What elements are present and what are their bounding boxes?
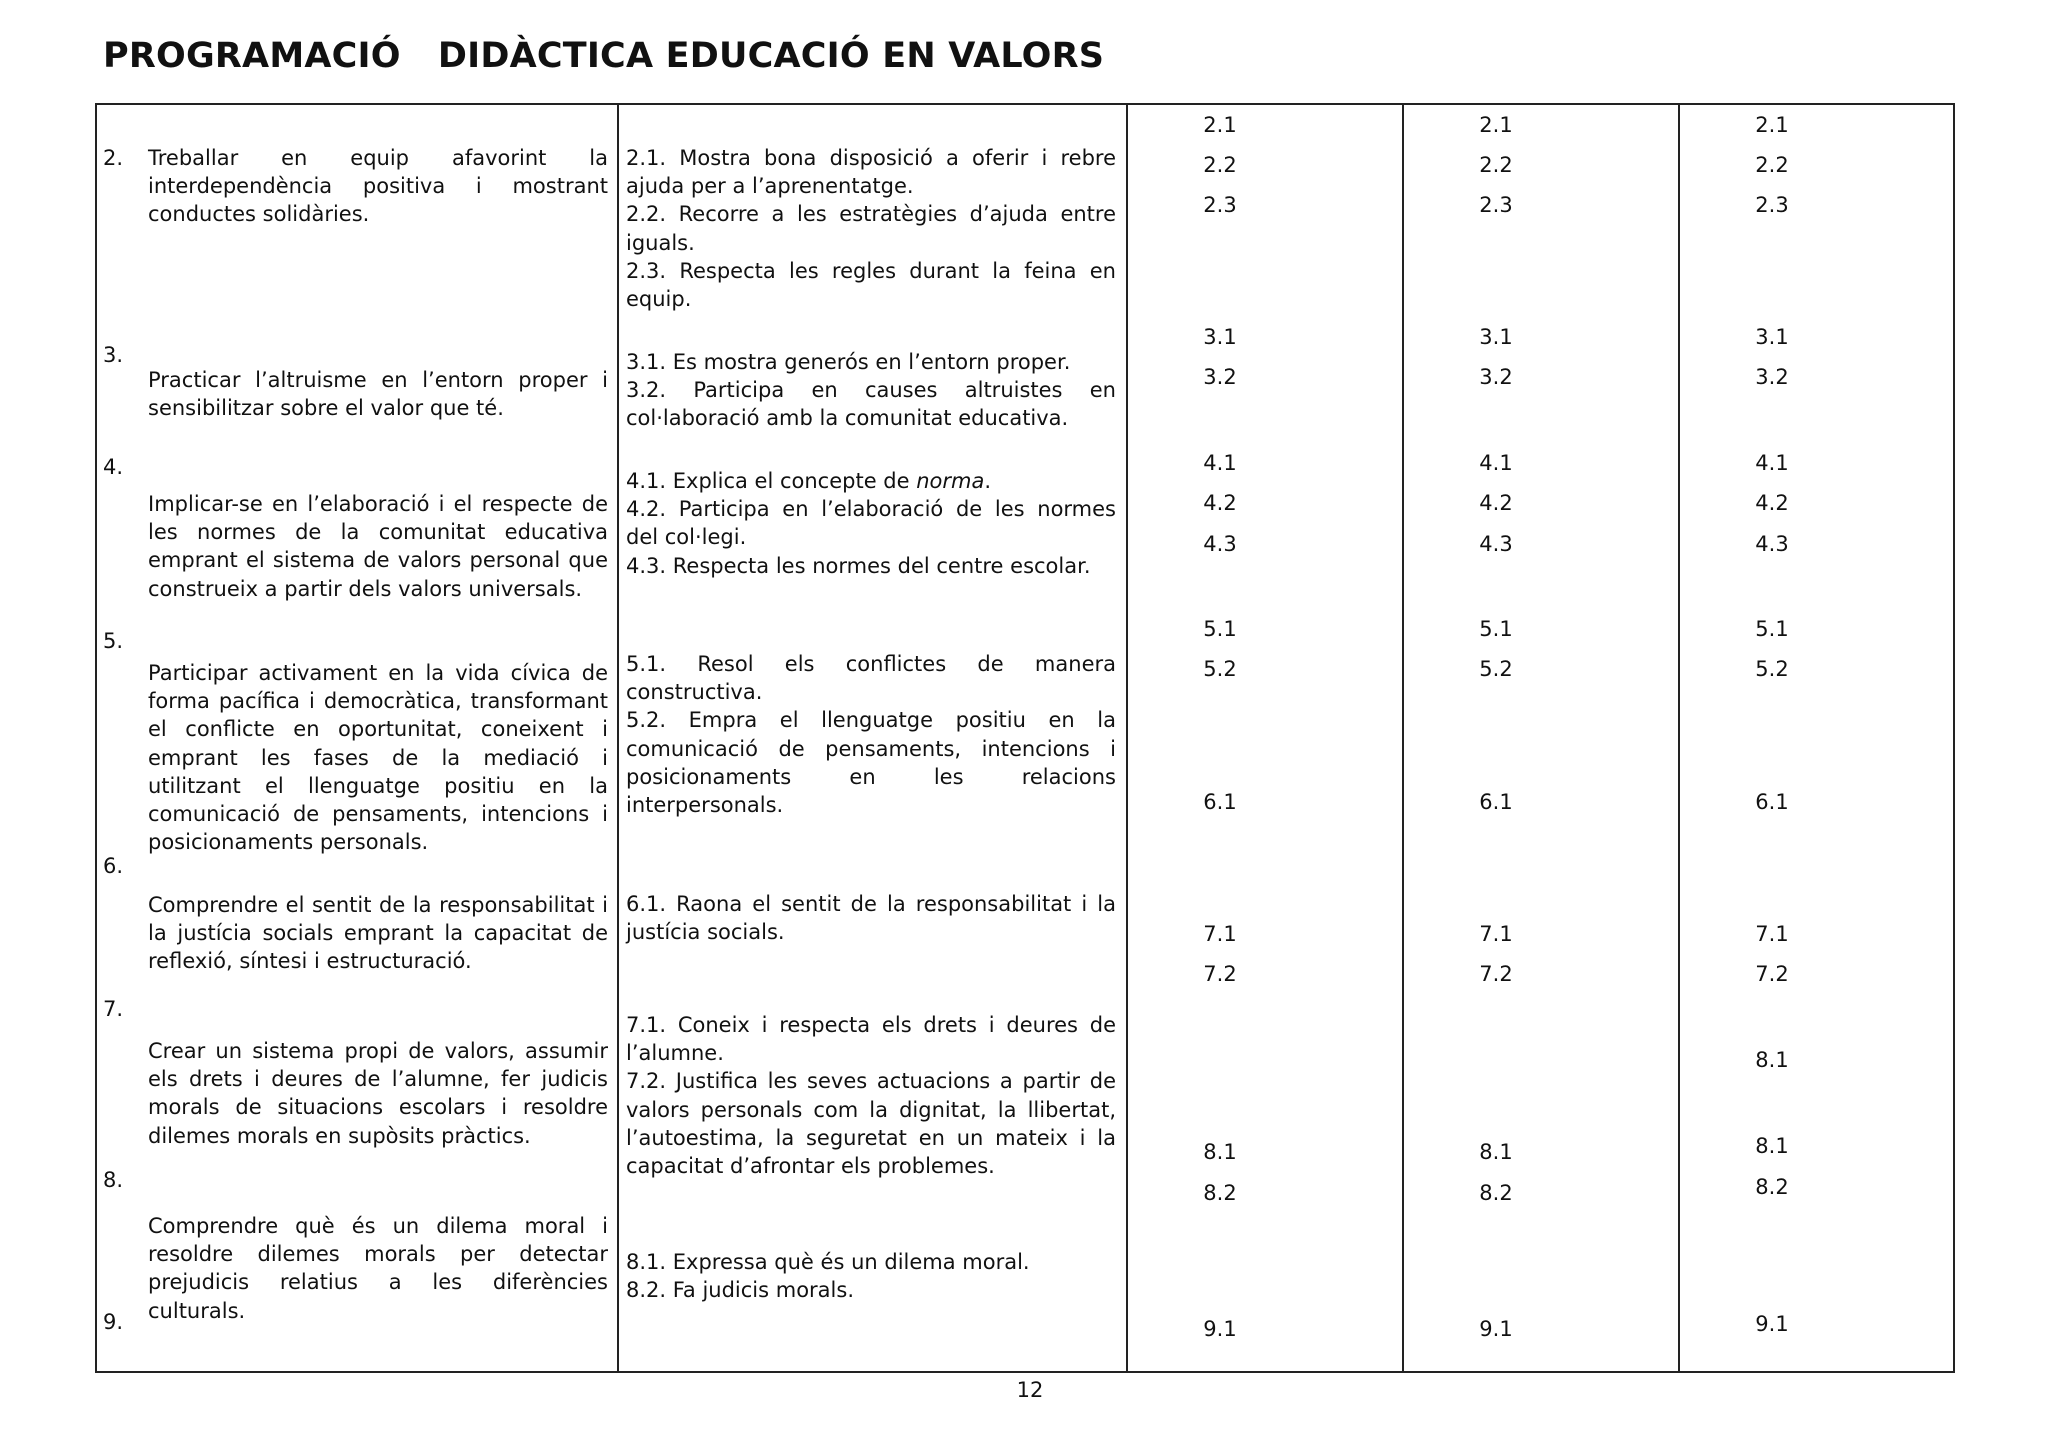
assessment-code: 7.2 [1203, 962, 1237, 986]
criterion: 3.1. Es mostra generós en l’entorn proper. [626, 350, 1071, 374]
assessment-code: 7.1 [1203, 922, 1237, 946]
objective-number: 7. [103, 997, 124, 1021]
criterion: 6.1. Raona el sentit de la responsabilitat i la justícia socials. [626, 892, 1116, 945]
page-number: 12 [1016, 1378, 1044, 1402]
objective-number: 5. [103, 629, 124, 653]
assessment-code: 7.1 [1479, 922, 1513, 946]
assessment-code: 9.1 [1203, 1317, 1237, 1341]
objective-number: 6. [103, 854, 124, 878]
assessment-code: 8.2 [1203, 1181, 1237, 1205]
assessment-code: 3.2 [1755, 365, 1789, 389]
objective-text: Crear un sistema propi de valors, assumir els drets i deures de l’alumne, fer judicis morals de situacions escolars i resoldre dilemes morals en supòsits pràctics. [148, 1039, 608, 1148]
assessment-code: 4.3 [1479, 532, 1513, 556]
assessment-code: 3.1 [1755, 325, 1789, 349]
column-divider [1126, 105, 1128, 1371]
assessment-code: 3.1 [1203, 325, 1237, 349]
objective-number: 4. [103, 455, 124, 479]
objective-number: 2. [103, 146, 124, 170]
criteria-block [626, 650, 1116, 819]
assessment-code: 4.1 [1479, 451, 1513, 475]
criterion-text: . [984, 469, 992, 493]
assessment-code: 8.1 [1755, 1048, 1789, 1072]
assessment-code: 2.1 [1755, 113, 1789, 137]
objective-text: Participar activament en la vida cívica de forma pacífica i democràtica, transformant el conflicte en oportunitat, coneixent i emprant les fases de la mediació i utilitzant el llenguatge positiu en la comunicació de pensaments, intencions i posicionaments personals. [148, 661, 608, 855]
assessment-code: 8.1 [1203, 1140, 1237, 1164]
assessment-code: 6.1 [1203, 790, 1237, 814]
objective-text: Comprendre el sentit de la responsabilitat i la justícia socials emprant la capacitat de reflexió, síntesi i estructuració. [148, 893, 608, 974]
assessment-code: 4.2 [1755, 491, 1789, 515]
objective-text: Practicar l’altruisme en l’entorn proper i sensibilitzar sobre el valor que té. [148, 368, 608, 421]
criteria-block [626, 890, 1116, 946]
assessment-code: 2.3 [1755, 193, 1789, 217]
assessment-code: 4.3 [1203, 532, 1237, 556]
assessment-code: 2.2 [1479, 153, 1513, 177]
objective-text: Comprendre què és un dilema moral i resoldre dilemes morals per detectar prejudicis relatius a les diferències culturals. [148, 1214, 608, 1323]
criterion: 4.3. Respecta les normes del centre escolar. [626, 553, 1091, 578]
column-divider [1402, 105, 1404, 1371]
assessment-code: 7.2 [1479, 962, 1513, 986]
criterion: 2.1. Mostra bona disposició a oferir i rebre ajuda per a l’aprenentatge. [626, 146, 1116, 199]
assessment-code: 4.2 [1203, 491, 1237, 515]
criterion: 8.1. Expressa què és un dilema moral. [626, 1250, 1030, 1274]
criterion: 5.2. Empra el llenguatge positiu en la comunicació de pensaments, intencions i posicionaments en les relacions interpersonals. [626, 708, 1116, 818]
assessment-code: 8.2 [1755, 1175, 1789, 1199]
criterion: 5.1. Resol els conflictes de manera constructiva. [626, 652, 1116, 705]
assessment-code: 8.1 [1479, 1140, 1513, 1164]
assessment-code: 9.1 [1755, 1312, 1789, 1336]
criterion-emphasis: norma [916, 469, 985, 493]
assessment-code: 5.2 [1755, 657, 1789, 681]
assessment-code: 7.1 [1755, 922, 1789, 946]
objective-number: 8. [103, 1168, 124, 1192]
criteria-block [626, 1011, 1116, 1180]
assessment-code: 5.1 [1479, 617, 1513, 641]
objective-number: 9. [103, 1310, 124, 1334]
assessment-code: 5.2 [1203, 657, 1237, 681]
criterion: 2.2. Recorre a les estratègies d’ajuda entre iguals. [626, 202, 1116, 255]
criterion: 4.2. Participa en l’elaboració de les normes del col·legi. [626, 497, 1116, 550]
assessment-code: 3.2 [1479, 365, 1513, 389]
assessment-code: 4.3 [1755, 532, 1789, 556]
criteria-block [626, 467, 1116, 580]
criterion: 7.1. Coneix i respecta els drets i deures de l’alumne. [626, 1013, 1116, 1066]
assessment-code: 2.2 [1203, 153, 1237, 177]
page-title: PROGRAMACIÓ DIDÀCTICA EDUCACIÓ EN VALORS [103, 36, 1105, 76]
criterion: 7.2. Justifica les seves actuacions a partir de valors personals com la dignitat, la llibertat, l’autoestima, la seguretat en un mateix i la capacitat d’afrontar els problemes. [626, 1069, 1116, 1179]
assessment-code: 4.2 [1479, 491, 1513, 515]
assessment-code: 3.1 [1479, 325, 1513, 349]
assessment-code: 2.3 [1479, 193, 1513, 217]
assessment-code: 2.3 [1203, 193, 1237, 217]
assessment-code: 5.2 [1479, 657, 1513, 681]
objective-text: Treballar en equip afavorint la interdependència positiva i mostrant conductes solidàries. [148, 146, 608, 227]
assessment-code: 8.1 [1755, 1134, 1789, 1158]
objective-number: 3. [103, 343, 124, 367]
column-divider [1678, 105, 1680, 1371]
assessment-code: 9.1 [1479, 1317, 1513, 1341]
assessment-code: 5.1 [1203, 617, 1237, 641]
assessment-code: 2.2 [1755, 153, 1789, 177]
assessment-code: 3.2 [1203, 365, 1237, 389]
assessment-code: 7.2 [1755, 962, 1789, 986]
criteria-block [626, 348, 1116, 433]
criterion-text: 4.1. Explica el concepte de [626, 469, 917, 493]
criterion: 8.2. Fa judicis morals. [626, 1278, 855, 1303]
assessment-code: 8.2 [1479, 1181, 1513, 1205]
criterion [626, 467, 1116, 495]
criterion: 2.3. Respecta les regles durant la feina en equip. [626, 258, 1116, 312]
criterion: 3.2. Participa en causes altruistes en col·laboració amb la comunitat educativa. [626, 378, 1116, 431]
assessment-code: 5.1 [1755, 617, 1789, 641]
assessment-code: 6.1 [1755, 790, 1789, 814]
assessment-code: 2.1 [1203, 113, 1237, 137]
column-divider [617, 105, 619, 1371]
assessment-code: 4.1 [1755, 451, 1789, 475]
objective-text: Implicar-se en l’elaboració i el respecte de les normes de la comunitat educativa emprant el sistema de valors personal que construeix a partir dels valors universals. [148, 492, 608, 601]
assessment-code: 6.1 [1479, 790, 1513, 814]
assessment-code: 2.1 [1479, 113, 1513, 137]
assessment-code: 4.1 [1203, 451, 1237, 475]
criteria-block [626, 144, 1116, 313]
criteria-block [626, 1248, 1116, 1304]
